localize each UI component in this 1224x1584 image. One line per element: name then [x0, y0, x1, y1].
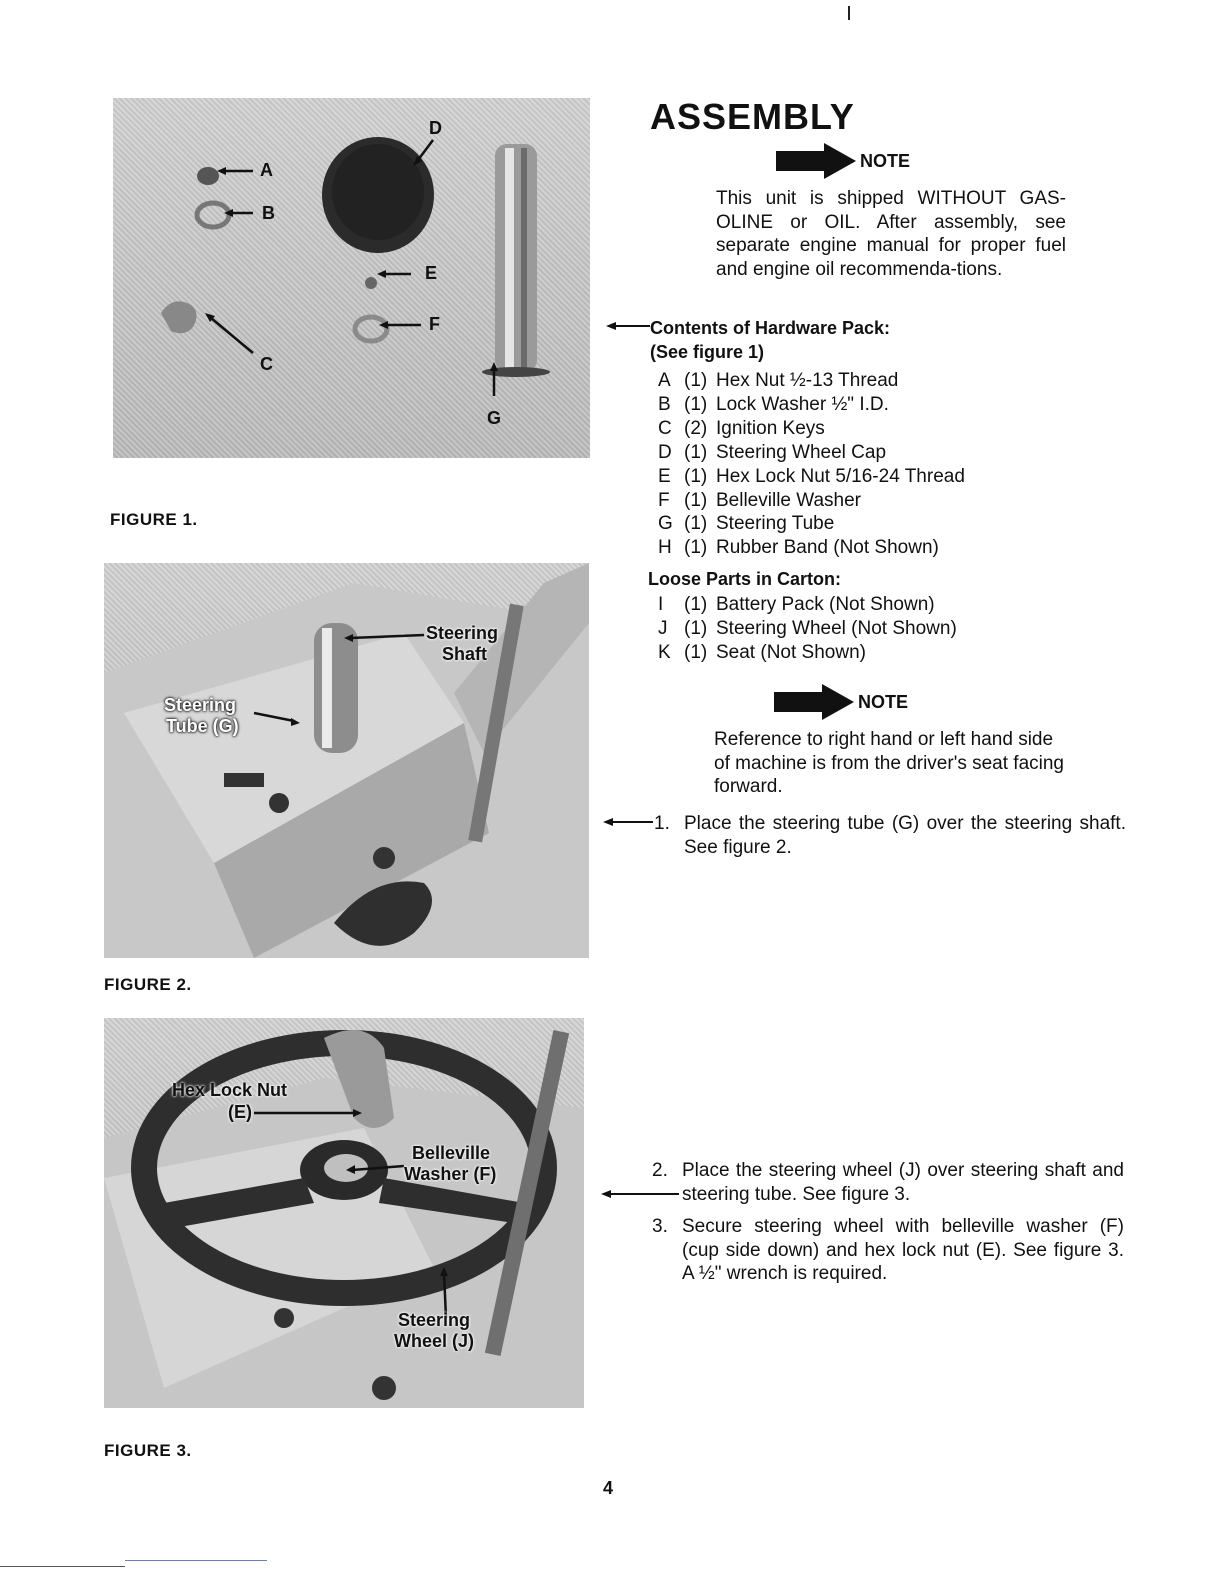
list-item: H (1) Rubber Band (Not Shown) — [658, 537, 939, 559]
figure-3-label-wheel-1: Steering — [398, 1310, 471, 1330]
bottom-rule — [0, 1566, 125, 1567]
figure-1-label-f: F — [429, 314, 440, 334]
page-top-mark — [848, 6, 850, 20]
page-number: 4 — [603, 1478, 614, 1498]
list-item: K (1) Seat (Not Shown) — [658, 641, 866, 663]
note-1-text: This unit is shipped WITHOUT GAS-OLINE or OIL. After assembly, see separate engine manual for proper fuel and engine oil recommenda-tions. — [716, 188, 1066, 280]
note-2-header — [774, 684, 908, 720]
hardware-list — [658, 369, 965, 560]
figure-2-photo — [104, 563, 589, 958]
figure-3-label-washer-2: Washer (F) — [404, 1164, 497, 1184]
figure-1-label-e: E — [425, 263, 438, 283]
bottom-rule-accent — [125, 1560, 267, 1561]
figure-3-caption: FIGURE 3. — [104, 1441, 192, 1460]
steering-tube-illustration — [104, 563, 589, 958]
list-item: E (1) Hex Lock Nut 5/16-24 Thread — [658, 465, 965, 487]
hardware-parts-illustration — [113, 98, 590, 458]
step-3: 3. Secure steering wheel with belleville washer (F) (cup side down) and hex lock nut (E). See figure 3. A ½" wrench is required. — [652, 1216, 1124, 1284]
figure-1-label-c: C — [260, 354, 273, 374]
figure-3-label-nut-2: (E) — [228, 1102, 252, 1122]
figure-1-label-b: B — [262, 203, 275, 223]
hardware-heading-ref: (See figure 1) — [650, 342, 765, 362]
list-item: D (1) Steering Wheel Cap — [658, 441, 887, 463]
figure-2-label-shaft-1: Steering — [426, 623, 499, 643]
page-title: ASSEMBLY — [650, 96, 855, 137]
loose-parts-heading: Loose Parts in Carton: — [648, 569, 842, 589]
note-2-label: NOTE — [858, 691, 909, 712]
figure-1-label-d: D — [429, 118, 442, 138]
list-item: C (2) Ignition Keys — [658, 417, 825, 439]
figure-2-label-tube-1: Steering — [164, 695, 237, 715]
figure-1-caption: FIGURE 1. — [110, 510, 198, 529]
list-item: G (1) Steering Tube — [658, 513, 835, 535]
steering-wheel-illustration — [104, 1018, 584, 1408]
note-arrow-icon — [774, 684, 854, 720]
list-item: F (1) Belleville Washer — [658, 489, 862, 511]
step-1: 1. Place the steering tube (G) over the steering shaft. See figure 2. — [654, 813, 1126, 858]
figure-1-photo — [113, 98, 590, 458]
hardware-pointer-arrow-icon — [606, 322, 650, 330]
note-arrow-icon — [776, 143, 856, 179]
list-item: B (1) Lock Washer ½" I.D. — [658, 393, 889, 415]
figure-2-caption: FIGURE 2. — [104, 975, 192, 994]
figure-1-label-g: G — [487, 408, 502, 428]
hardware-heading: Contents of Hardware Pack: — [650, 318, 891, 338]
figure-3-label-nut-1: Hex Lock Nut — [172, 1080, 288, 1100]
list-item: A (1) Hex Nut ½-13 Thread — [658, 370, 899, 391]
figure-2-label-tube-2: Tube (G) — [166, 716, 239, 736]
figure-3-label-washer-1: Belleville — [412, 1143, 491, 1163]
note-2-text: Reference to right hand or left hand side of machine is from the driver's seat facing forward. — [714, 729, 1064, 797]
figure-3-photo — [104, 1018, 584, 1408]
step-1-pointer-arrow-icon — [603, 818, 653, 826]
figure-1-label-a: A — [260, 160, 273, 180]
note-1-label: NOTE — [860, 150, 911, 171]
list-item: I (1) Battery Pack (Not Shown) — [658, 594, 935, 615]
figure-2-label-shaft-2: Shaft — [442, 644, 487, 664]
loose-parts-list — [658, 593, 957, 665]
list-item: J (1) Steering Wheel (Not Shown) — [658, 617, 957, 639]
step-2: 2. Place the steering wheel (J) over steering shaft and steering tube. See figure 3. — [652, 1160, 1124, 1205]
note-1-header — [776, 143, 910, 179]
figure-3-label-wheel-2: Wheel (J) — [394, 1331, 475, 1351]
